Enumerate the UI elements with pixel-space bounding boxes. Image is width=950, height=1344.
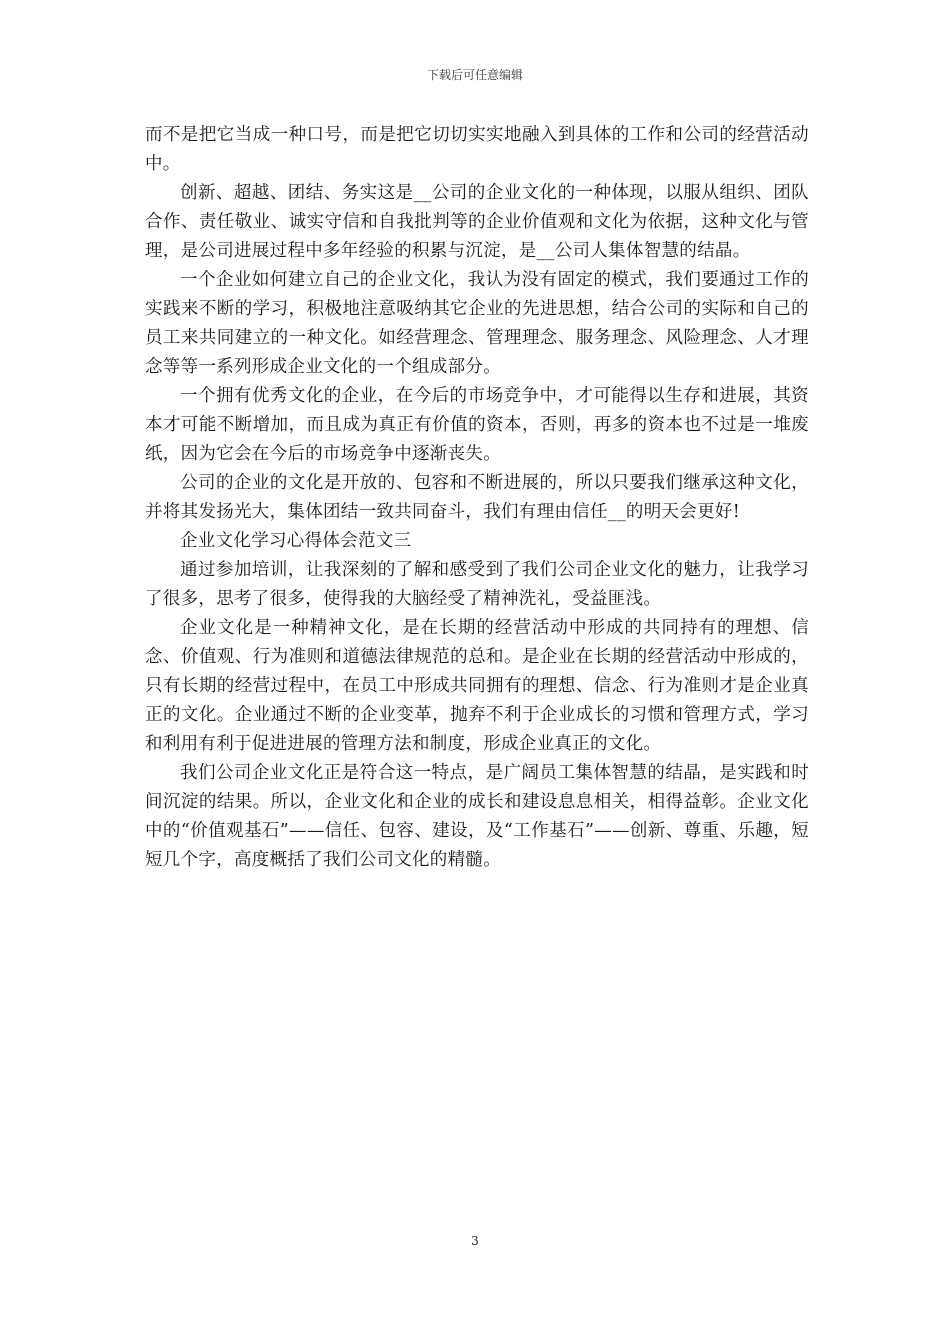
section-heading: 企业文化学习心得体会范文三 (180, 531, 412, 551)
page-header: 下载后可任意编辑 (426, 68, 523, 82)
paragraph: 我们公司企业文化正是符合这一特点，是广阔员工集体智慧的结晶，是实践和时间沉淀的结果。所以，企业文化和企业的成长和建设息息相关，相得益彰。企业文化中的“价值观基石”——信任、包容、建设，及“工作基石”——创新、尊重、乐趣，短短几个字，高度概括了我们公司文化的精髓。 (145, 763, 809, 870)
paragraph: 公司的企业的文化是开放的、包容和不断进展的，所以只要我们继承这种文化，并将其发扬光大，集体团结一致共同奋斗，我们有理由信任__的明天会更好! (145, 473, 809, 522)
page-number: 3 (471, 1234, 479, 1248)
paragraph: 一个拥有优秀文化的企业，在今后的市场竞争中，才可能得以生存和进展，其资本才可能不断增加，而且成为真正有价值的资本，否则，再多的资本也不过是一堆废纸，因为它会在今后的市场竞争中逐渐丧失。 (145, 386, 809, 464)
paragraph: 一个企业如何建立自己的企业文化，我认为没有固定的模式，我们要通过工作的实践来不断的学习，积极地注意吸纳其它企业的先进思想，结合公司的实际和自己的员工来共同建立的一种文化。如经营理念、管理理念、服务理念、风险理念、人才理念等等一系列形成企业文化的一个组成部分。 (145, 270, 809, 377)
paragraph: 创新、超越、团结、务实这是__公司的企业文化的一种体现，以服从组织、团队合作、责任敬业、诚实守信和自我批判等的企业价值观和文化为依据，这种文化与管理，是公司进展过程中多年经验的积累与沉淀，是__公司人集体智慧的结晶。 (145, 183, 809, 261)
paragraph: 通过参加培训，让我深刻的了解和感受到了我们公司企业文化的魅力，让我学习了很多，思考了很多，使得我的大脑经受了精神洗礼，受益匪浅。 (145, 560, 809, 609)
paragraph: 企业文化是一种精神文化，是在长期的经营活动中形成的共同持有的理想、信念、价值观、行为准则和道德法律规范的总和。是企业在长期的经营活动中形成的，只有长期的经营过程中，在员工中形成共同拥有的理想、信念、行为准则才是企业真正的文化。企业通过不断的企业变革，抛弃不利于企业成长的习惯和管理方式，学习和利用有利于促进进展的管理方法和制度，形成企业真正的文化。 (145, 618, 809, 754)
document-body (145, 121, 809, 875)
paragraph-continuation: 而不是把它当成一种口号，而是把它切切实实地融入到具体的工作和公司的经营活动中。 (145, 125, 809, 174)
